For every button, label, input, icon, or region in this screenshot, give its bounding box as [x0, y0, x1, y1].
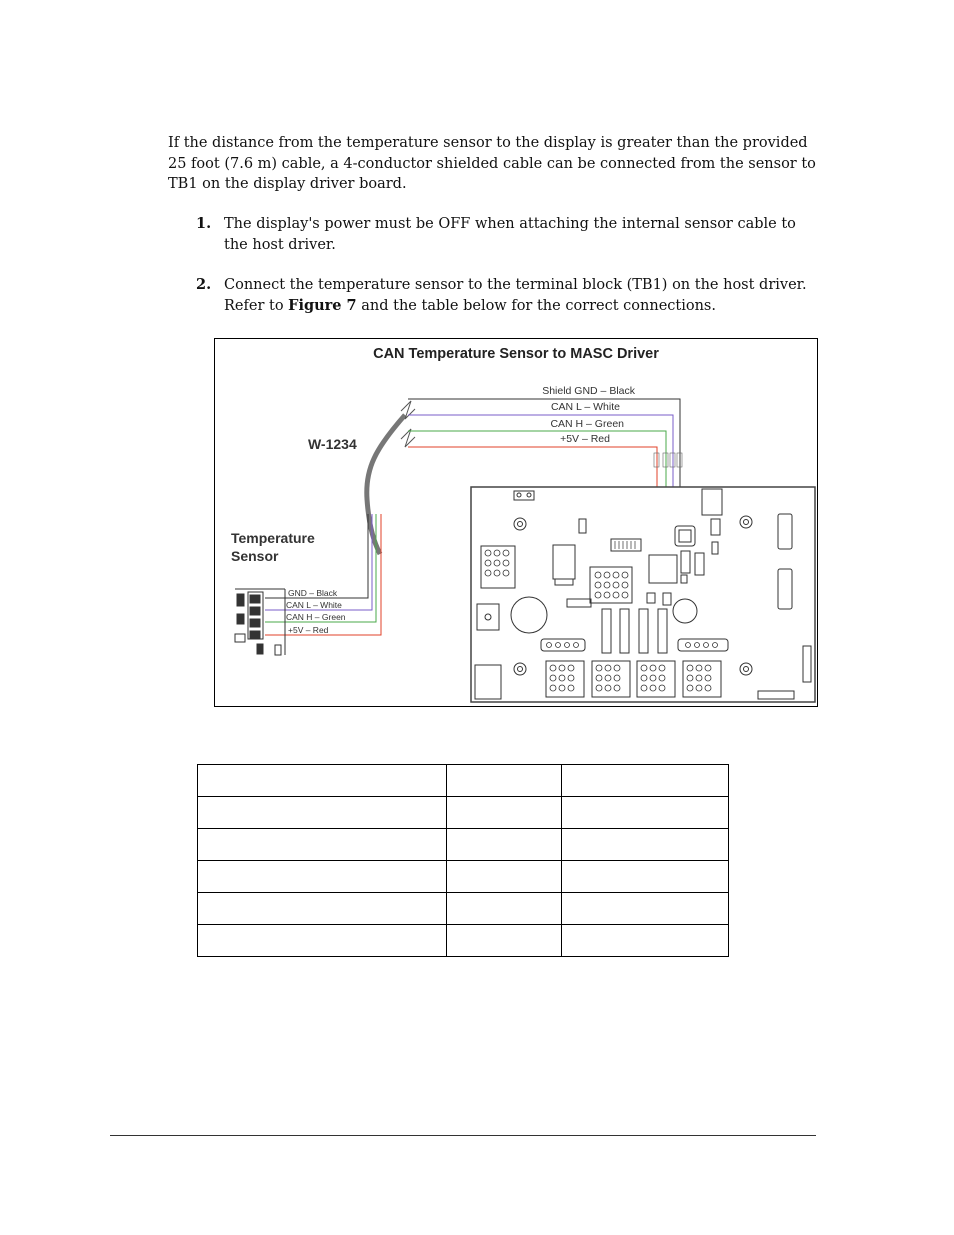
table-cell [447, 861, 562, 893]
driver-wire-label: +5V – Red [560, 433, 610, 445]
cable-label: W-1234 [308, 436, 357, 452]
table-cell [562, 925, 729, 957]
sensor-wire-gnd [265, 514, 368, 598]
table-cell [562, 893, 729, 925]
diagram-title: CAN Temperature Sensor to MASC Driver [373, 346, 659, 362]
step-1 [196, 214, 821, 255]
intro-paragraph: If the distance from the temperature sensor to the display is greater than the provided 25 foot (7.6 m) cable, a 4-conductor shielded cable can be connected from the sensor to TB1 on the display driver board. [168, 135, 816, 192]
connection-table [197, 764, 729, 957]
sensor-label-line1: Temperature [231, 530, 315, 546]
table-cell [562, 765, 729, 797]
table-cell [198, 829, 447, 861]
driver-wire-label: Shield GND – Black [542, 385, 635, 397]
table-cell [447, 765, 562, 797]
step-text-before: Connect the temperature sensor to the terminal block (TB1) on the host driver. Refer to [224, 277, 807, 314]
sensor-wire-label: GND – Black [288, 588, 338, 598]
wire-can-h [408, 431, 666, 459]
wire-can-l [408, 415, 673, 459]
table-row [198, 797, 729, 829]
step-text: The display's power must be OFF when attaching the internal sensor cable to the host driver. [224, 216, 796, 253]
footer-divider [110, 1135, 816, 1136]
table-cell [562, 797, 729, 829]
table-cell [198, 797, 447, 829]
table-row [198, 765, 729, 797]
table-cell [447, 797, 562, 829]
table-cell [198, 925, 447, 957]
table-cell [562, 829, 729, 861]
step-text [224, 275, 821, 316]
table-cell [198, 765, 447, 797]
table-row [198, 925, 729, 957]
sensor-label-line2: Sensor [231, 548, 279, 564]
table-row [198, 829, 729, 861]
table-cell [447, 829, 562, 861]
table-cell [198, 861, 447, 893]
step-number: 2. [196, 276, 212, 293]
step-number: 1. [196, 215, 212, 232]
table-cell [447, 893, 562, 925]
wire-shield-gnd [408, 399, 680, 459]
driver-wire-label: CAN H – Green [550, 418, 624, 430]
sensor-wire-label: CAN H – Green [286, 612, 346, 622]
table-cell [562, 861, 729, 893]
step-2 [196, 275, 821, 316]
wire-5v [408, 447, 657, 487]
driver-wire-label: CAN L – White [550, 401, 620, 413]
sensor-wire-label: +5V – Red [288, 625, 329, 635]
sensor-wire-label: CAN L – White [286, 600, 342, 610]
cable-break-mark [401, 401, 415, 447]
wiring-diagram [214, 338, 818, 707]
table-row [198, 861, 729, 893]
table-row [198, 893, 729, 925]
figure-reference-link[interactable]: Figure 7 [288, 296, 357, 314]
table-cell [447, 925, 562, 957]
terminal-pin-labels [654, 453, 682, 467]
step-text-after: and the table below for the correct connections. [356, 297, 716, 314]
table-cell [198, 893, 447, 925]
